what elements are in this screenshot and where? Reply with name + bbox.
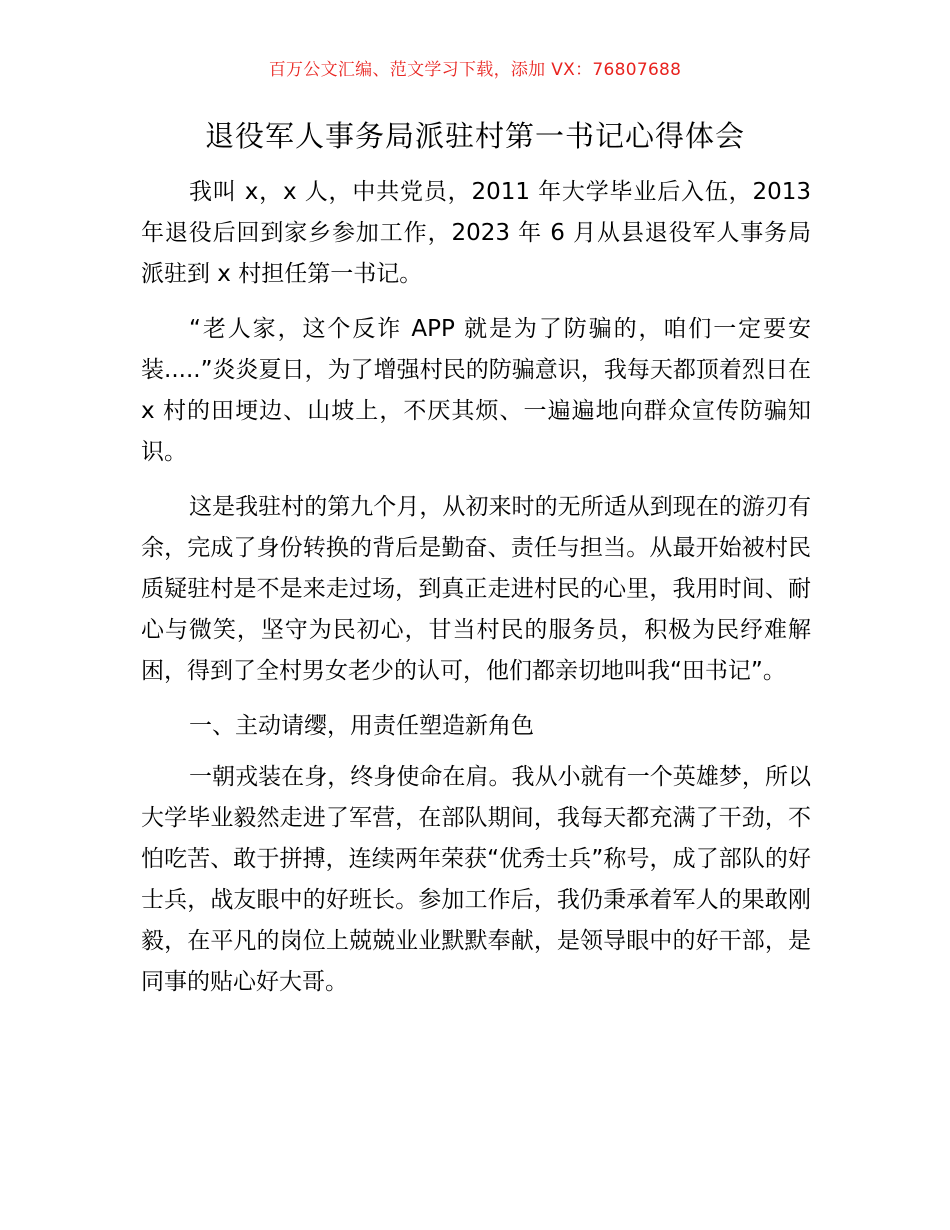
document-body [141, 172, 811, 1017]
paragraph-ninth-month: 这是我驻村的第九个月，从初来时的无所适从到现在的游刃有余，完成了身份转换的背后是勤奋、责任与担当。从最开始被村民质疑驻村是不是来走过场，到真正走进村民的心里，我用时间、耐心与微笑，坚守为民初心，甘当村民的服务员，积极为民纾难解困，得到了全村男女老少的认可，他们都亲切地叫我“田书记”。 [141, 494, 811, 684]
paragraph-military-service: 一朝戎装在身，终身使命在肩。我从小就有一个英雄梦，所以大学毕业毅然走进了军营，在部队期间，我每天都充满了干劲，不怕吃苦、敢于拼搏，连续两年荣获“优秀士兵”称号，成了部队的好士兵，战友眼中的好班长。参加工作后，我仍秉承着军人的果敢刚毅，在平凡的岗位上兢兢业业默默奉献，是领导眼中的好干部，是同事的贴心好大哥。 [141, 764, 811, 995]
watermark-header: 百万公文汇编、范文学习下载，添加 VX：76807688 [268, 60, 682, 80]
paragraph-anti-fraud: “老人家，这个反诈 APP 就是为了防骗的，咱们一定要安装.....”炎炎夏日，为了增强村民的防骗意识，我每天都顶着烈日在 x 村的田埂边、山坡上，不厌其烦、一遍遍地向群众宣传防骗知识。 [141, 316, 811, 465]
paragraph-intro: 我叫 x，x 人，中共党员，2011 年大学毕业后入伍，2013 年退役后回到家乡参加工作，2023 年 6 月从县退役军人事务局派驻到 x 村担任第一书记。 [141, 179, 811, 287]
page-title: 退役军人事务局派驻村第一书记心得体会 [204, 119, 745, 153]
section-heading: 一、主动请缨，用责任塑造新角色 [189, 713, 534, 739]
